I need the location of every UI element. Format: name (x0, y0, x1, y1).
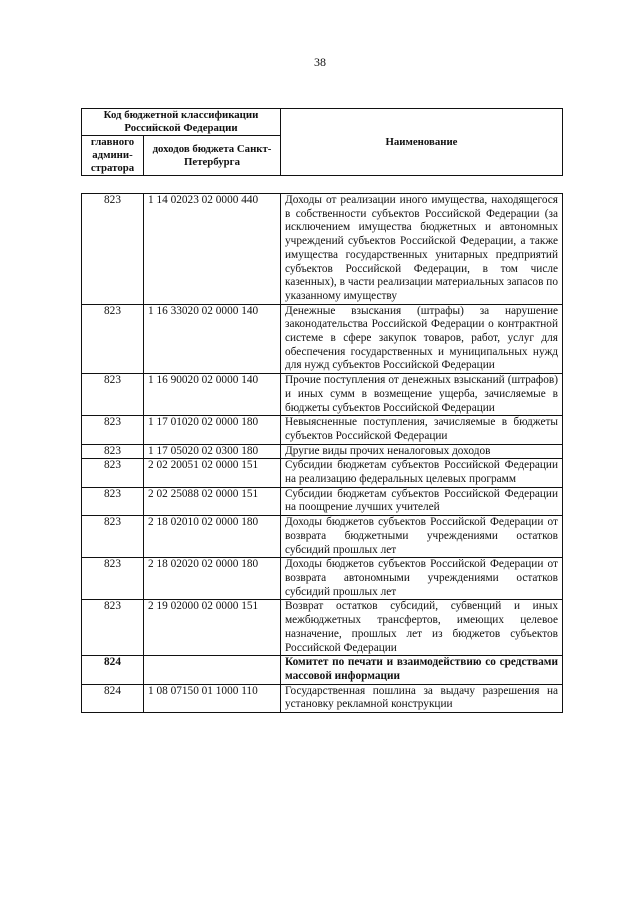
table-row (82, 416, 563, 444)
cell-admin: 824 (82, 684, 144, 712)
cell-name: Прочие поступления от денежных взысканий (штрафов) и иных сумм в возмещение ущерба, зачисляемые в бюджеты субъектов Российской Федерации (281, 374, 563, 416)
cell-admin: 823 (82, 558, 144, 600)
cell-admin: 823 (82, 374, 144, 416)
table-row (82, 304, 563, 374)
cell-admin: 823 (82, 516, 144, 558)
table-body (81, 193, 563, 713)
cell-admin: 823 (82, 444, 144, 459)
cell-name: Комитет по печати и взаимодействию со средствами массовой информации (281, 656, 563, 684)
header-code-group: Код бюджетной классификации Российской Федерации (82, 109, 281, 136)
cell-name: Субсидии бюджетам субъектов Российской Федерации на поощрение лучших учителей (281, 487, 563, 515)
cell-name: Субсидии бюджетам субъектов Российской Федерации на реализацию федеральных целевых программ (281, 459, 563, 487)
table-row (82, 558, 563, 600)
cell-code: 1 17 05020 02 0300 180 (144, 444, 281, 459)
cell-code: 2 18 02010 02 0000 180 (144, 516, 281, 558)
table-row (82, 487, 563, 515)
cell-admin: 824 (82, 656, 144, 684)
cell-admin: 823 (82, 416, 144, 444)
table-row (82, 656, 563, 684)
cell-name: Другие виды прочих неналоговых доходов (281, 444, 563, 459)
cell-name: Доходы бюджетов субъектов Российской Федерации от возврата автономными учреждениями остатков субсидий прошлых лет (281, 558, 563, 600)
cell-code: 2 02 25088 02 0000 151 (144, 487, 281, 515)
cell-code: 2 18 02020 02 0000 180 (144, 558, 281, 600)
cell-code: 2 19 02000 02 0000 151 (144, 600, 281, 656)
cell-name: Государственная пошлина за выдачу разрешения на установку рекламной конструкции (281, 684, 563, 712)
cell-name: Невыясненные поступления, зачисляемые в бюджеты субъектов Российской Федерации (281, 416, 563, 444)
table-row (82, 684, 563, 712)
cell-name: Доходы от реализации иного имущества, находящегося в собственности субъектов Российской Федерации (за исключением имущества бюджетных и автономных учреждений субъектов Российской Федерации, а также имущества государственных унитарных предприятий субъектов Российской Федерации, в том числе казенных), в части реализации материальных запасов по указанному имуществу (281, 194, 563, 305)
cell-code: 1 17 01020 02 0000 180 (144, 416, 281, 444)
table-row (82, 459, 563, 487)
cell-name: Денежные взыскания (штрафы) за нарушение законодательства Российской Федерации о контрактной системе в сфере закупок товаров, работ, услуг для обеспечения государственных и муниципальных нужд для нужд субъектов Российской Федерации (281, 304, 563, 374)
page-number: 38 (314, 55, 326, 69)
table-row (82, 194, 563, 305)
cell-admin: 823 (82, 194, 144, 305)
cell-code: 1 08 07150 01 1000 110 (144, 684, 281, 712)
header-income: доходов бюджета Санкт-Петербурга (144, 136, 281, 176)
cell-admin: 823 (82, 459, 144, 487)
cell-code (144, 656, 281, 684)
cell-admin: 823 (82, 304, 144, 374)
cell-code: 1 16 33020 02 0000 140 (144, 304, 281, 374)
table-row (82, 444, 563, 459)
table-header (81, 108, 563, 176)
table-row (82, 600, 563, 656)
header-name: Наименование (281, 109, 563, 176)
table-row (82, 516, 563, 558)
cell-admin: 823 (82, 487, 144, 515)
cell-admin: 823 (82, 600, 144, 656)
header-admin: главного админи-стратора (82, 136, 144, 176)
cell-code: 1 14 02023 02 0000 440 (144, 194, 281, 305)
cell-name: Доходы бюджетов субъектов Российской Федерации от возврата бюджетными учреждениями остатков субсидий прошлых лет (281, 516, 563, 558)
cell-name: Возврат остатков субсидий, субвенций и иных межбюджетных трансфертов, имеющих целевое назначение, прошлых лет из бюджетов субъектов Российской Федерации (281, 600, 563, 656)
cell-code: 2 02 20051 02 0000 151 (144, 459, 281, 487)
table-row (82, 374, 563, 416)
cell-code: 1 16 90020 02 0000 140 (144, 374, 281, 416)
